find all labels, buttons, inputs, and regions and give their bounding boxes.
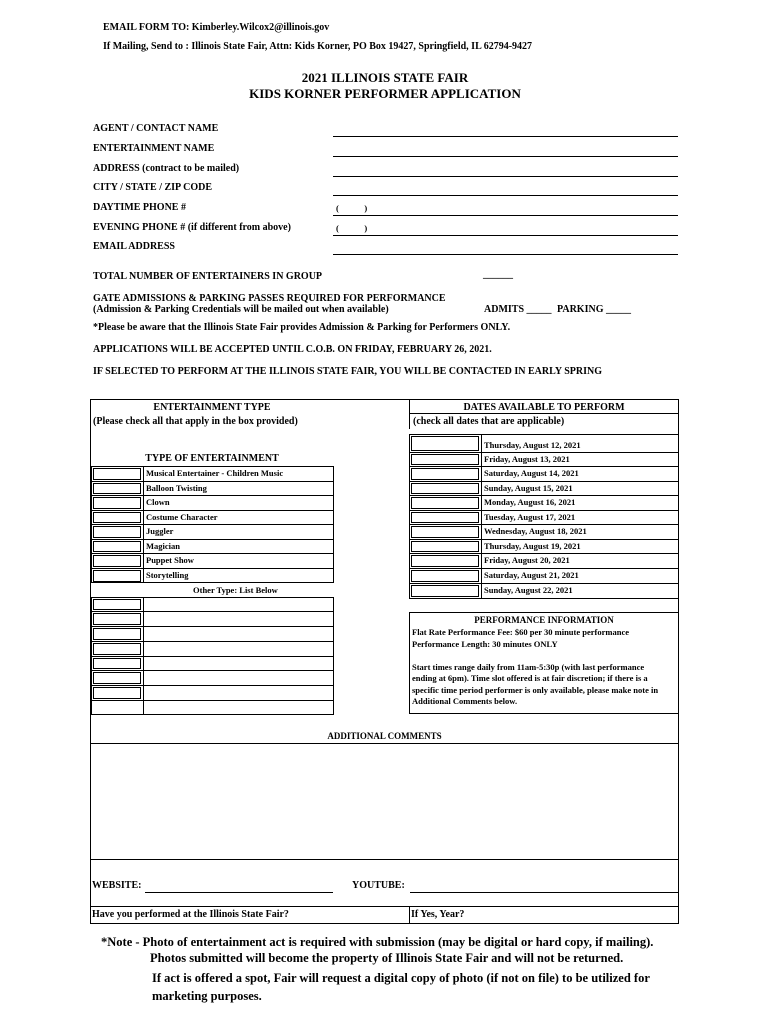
dates-subheading: (check all dates that are applicable) [413, 416, 565, 427]
storytelling-checkbox[interactable] [93, 570, 141, 582]
daytime-phone-input[interactable] [333, 203, 678, 216]
juggler-checkbox[interactable] [93, 526, 141, 538]
city-state-zip-input[interactable] [333, 183, 678, 196]
agent-contact-input[interactable] [333, 124, 678, 137]
type-puppet-show: Puppet Show [146, 555, 194, 565]
if-yes-year-label: If Yes, Year? [411, 909, 465, 920]
daytime-phone-label: DAYTIME PHONE # [93, 202, 186, 213]
date-checkbox-aug-14[interactable] [411, 468, 479, 480]
youtube-input[interactable] [410, 880, 678, 893]
form-title: 2021 ILLINOIS STATE FAIR [301, 70, 469, 85]
date-aug-20: Friday, August 20, 2021 [484, 555, 570, 565]
other-type-checkbox-5[interactable] [93, 658, 141, 669]
date-aug-21: Saturday, August 21, 2021 [484, 570, 579, 580]
contact-note: IF SELECTED TO PERFORM AT THE ILLINOIS STATE FAIR, YOU WILL BE CONTACTED IN EARLY SPRING [93, 366, 603, 377]
footer-note-1: *Note - Photo of entertainment act is required with submission (may be digital or hard copy, if mailing). [101, 935, 654, 949]
email-to-line: EMAIL FORM TO: Kimberley.Wilcox2@illinois.gov [103, 22, 330, 33]
passes-heading: GATE ADMISSIONS & PARKING PASSES REQUIRED FOR PERFORMANCE [93, 293, 446, 304]
entertainment-type-heading: ENTERTAINMENT TYPE [153, 402, 271, 413]
date-checkbox-aug-18[interactable] [411, 526, 479, 538]
date-checkbox-aug-13[interactable] [411, 454, 479, 465]
footer-note-4: marketing purposes. [152, 989, 262, 1003]
type-costume-character: Costume Character [146, 512, 218, 522]
performance-info-heading: PERFORMANCE INFORMATION [474, 615, 614, 625]
additional-comments-textarea[interactable] [92, 745, 681, 859]
dates-heading: DATES AVAILABLE TO PERFORM [463, 402, 625, 413]
entertainers-count-label: TOTAL NUMBER OF ENTERTAINERS IN GROUP [93, 271, 323, 282]
evening-phone-label: EVENING PHONE # (if different from above) [93, 222, 291, 233]
form-subtitle: KIDS KORNER PERFORMER APPLICATION [249, 86, 521, 101]
type-balloon-twisting: Balloon Twisting [146, 483, 207, 493]
costume-character-checkbox[interactable] [93, 512, 141, 523]
other-type-checkbox-4[interactable] [93, 643, 141, 655]
footer-note-3: If act is offered a spot, Fair will request a digital copy of photo (if not on file) to be utilized for [152, 971, 650, 985]
date-aug-16: Monday, August 16, 2021 [484, 497, 576, 507]
performance-times-2: ending at 6pm). Time slot offered is at fair discretion; if there is a [412, 673, 648, 683]
other-type-label: Other Type: List Below [193, 585, 278, 595]
email-address-label: EMAIL ADDRESS [93, 241, 175, 252]
address-input[interactable] [333, 164, 678, 177]
website-input[interactable] [145, 880, 333, 893]
date-aug-18: Wednesday, August 18, 2021 [484, 526, 587, 536]
performed-before-question: Have you performed at the Illinois State Fair? [92, 909, 289, 920]
type-storytelling: Storytelling [146, 570, 189, 580]
entertainment-name-label: ENTERTAINMENT NAME [93, 143, 215, 154]
evening-phone-input[interactable] [333, 223, 678, 236]
date-checkbox-aug-21[interactable] [411, 570, 479, 582]
type-musical-entertainer: Musical Entertainer - Children Music [146, 468, 284, 478]
other-type-checkbox-1[interactable] [93, 599, 141, 610]
additional-comments-heading: ADDITIONAL COMMENTS [327, 731, 442, 741]
agent-contact-label: AGENT / CONTACT NAME [93, 123, 219, 134]
email-address-input[interactable] [333, 242, 678, 255]
date-aug-22: Sunday, August 22, 2021 [484, 585, 573, 595]
admits-field[interactable]: ADMITS _____ [484, 304, 552, 315]
type-clown: Clown [146, 497, 170, 507]
performance-length: Performance Length: 30 minutes ONLY [412, 639, 558, 649]
magician-checkbox[interactable] [93, 541, 141, 552]
date-checkbox-aug-15[interactable] [411, 483, 479, 494]
date-aug-13: Friday, August 13, 2021 [484, 454, 570, 464]
puppet-show-checkbox[interactable] [93, 555, 141, 567]
type-of-entertainment-heading: TYPE OF ENTERTAINMENT [145, 453, 279, 464]
other-type-entry-1[interactable] [145, 599, 333, 613]
evening-phone-prefix: ( ) [336, 223, 368, 233]
balloon-twisting-checkbox[interactable] [93, 483, 141, 494]
date-checkbox-aug-16[interactable] [411, 497, 479, 509]
date-aug-15: Sunday, August 15, 2021 [484, 483, 573, 493]
youtube-label: YOUTUBE: [352, 880, 405, 891]
parking-field[interactable]: PARKING _____ [557, 304, 631, 315]
entertainment-name-input[interactable] [333, 144, 678, 157]
entertainers-count-blank[interactable]: ______ [483, 269, 513, 280]
type-juggler: Juggler [146, 526, 174, 536]
deadline-note: APPLICATIONS WILL BE ACCEPTED UNTIL C.O.B. ON FRIDAY, FEBRUARY 26, 2021. [93, 344, 492, 355]
other-type-checkbox-3[interactable] [93, 628, 141, 640]
date-checkbox-aug-22[interactable] [411, 585, 479, 597]
passes-subheading: (Admission & Parking Credentials will be mailed out when available) [93, 304, 389, 315]
performance-times-1: Start times range daily from 11am-5:30p (with last performance [412, 662, 645, 672]
performance-times-3: specific time period performer is only available, please make note in [412, 685, 659, 695]
daytime-phone-prefix: ( ) [336, 203, 368, 213]
date-checkbox-aug-19[interactable] [411, 541, 479, 552]
footer-note-2: Photos submitted will become the property of Illinois State Fair and will not be returned. [150, 951, 624, 965]
mailing-address-line: If Mailing, Send to : Illinois State Fair, Attn: Kids Korner, PO Box 19427, Springfield, IL 62794-9427 [103, 41, 533, 52]
city-state-zip-label: CITY / STATE / ZIP CODE [93, 182, 213, 193]
other-type-checkbox-7[interactable] [93, 687, 141, 699]
date-aug-19: Thursday, August 19, 2021 [484, 541, 581, 551]
performance-times-4: Additional Comments below. [412, 696, 518, 706]
musical-entertainer-checkbox[interactable] [93, 468, 141, 480]
entertainment-type-subheading: (Please check all that apply in the box provided) [93, 416, 298, 427]
performance-fee: Flat Rate Performance Fee: $60 per 30 minute performance [412, 627, 629, 637]
date-aug-12: Thursday, August 12, 2021 [484, 440, 581, 450]
date-checkbox-aug-20[interactable] [411, 555, 479, 567]
clown-checkbox[interactable] [93, 497, 141, 509]
other-type-checkbox-6[interactable] [93, 672, 141, 684]
performers-note: *Please be aware that the Illinois State Fair provides Admission & Parking for Performers ONLY. [93, 322, 511, 333]
other-type-checkbox-2[interactable] [93, 613, 141, 625]
date-aug-17: Tuesday, August 17, 2021 [484, 512, 576, 522]
address-label: ADDRESS (contract to be mailed) [93, 163, 240, 174]
date-checkbox-aug-12[interactable] [411, 436, 479, 451]
date-aug-14: Saturday, August 14, 2021 [484, 468, 579, 478]
website-label: WEBSITE: [92, 880, 142, 891]
type-magician: Magician [146, 541, 180, 551]
date-checkbox-aug-17[interactable] [411, 512, 479, 523]
